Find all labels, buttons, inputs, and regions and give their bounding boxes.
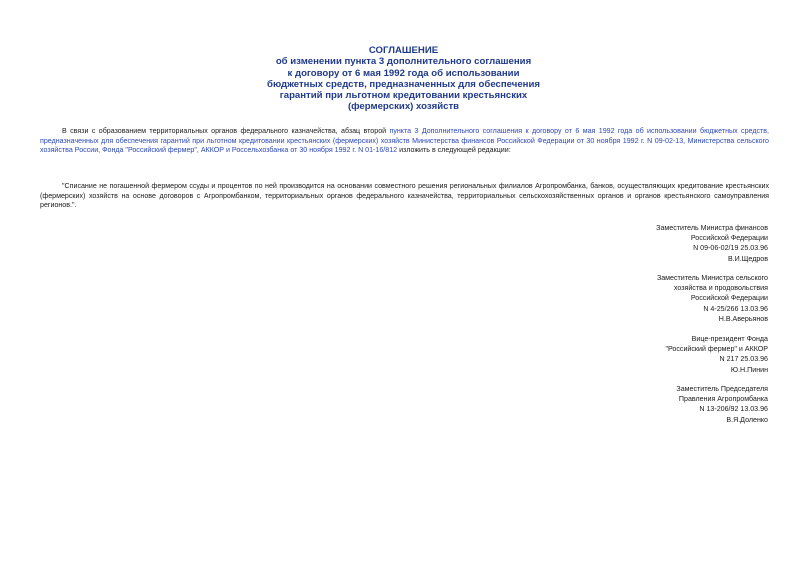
title-line-2: об изменении пункта 3 дополнительного соглашения xyxy=(275,56,532,68)
title-line-5: гарантий при льготном кредитовании крестьянских xyxy=(279,90,528,102)
signature-block-minselkhoz xyxy=(657,273,768,324)
signature-block-fond xyxy=(665,334,768,375)
signature-line: N 4-25/266 13.03.96 xyxy=(703,304,768,313)
paragraph-1-lead: В связи с образованием территориальных органов федерального казначейства, абзац второй xyxy=(62,127,390,135)
signature-name: В.И.Щедров xyxy=(727,254,768,263)
signature-line: N 09-06-02/19 25.03.96 xyxy=(693,244,768,253)
signature-line: N 217 25.03.96 xyxy=(719,355,768,364)
signature-line: Заместитель Председателя xyxy=(676,385,768,393)
title-line-4: бюджетных средств, предназначенных для обеспечения xyxy=(267,78,540,90)
title-line-1: СОГЛАШЕНИЕ xyxy=(368,45,439,56)
signature-line: Российской Федерации xyxy=(690,234,768,243)
signature-block-minfin xyxy=(656,223,768,264)
signature-line: Вице-президент Фонда xyxy=(691,335,768,343)
signature-block-agroprombank xyxy=(676,384,768,425)
agreement-reference-link[interactable]: пункта 3 Дополнительного соглашения к договору от 6 мая 1992 года об использовании бюджетных средств, предназначенных для обеспечения гарантий при льготном кредитовании крестьянских (фермерских) хозяйств Министерства финансов Российской Федерации от 30 ноября 1992 г. N 09-02-13, Министерства сельского хозяйства России, Фонда "Российский фермер", АККОР и Россельхозбанка от 30 ноября 1992 г. N 01-16/812 xyxy=(40,127,769,155)
paragraph-1-tail: изложить в следующей редакции: xyxy=(397,146,511,155)
signature-line: Российской Федерации xyxy=(690,294,768,303)
signature-line: хозяйства и продовольствия xyxy=(673,284,768,293)
body-paragraph-2: "Списание не погашенной фермером ссуды и процентов по ней производится на основании совместного решения региональных филиалов Агропромбанка, банков, осуществляющих кредитование крестьянских (фермерских) хозяйств на основе договоров с Агропромбанком, территориальных органов федерального казначейства, территориальных сельскохозяйственных органов и органов крестьянского самоуправления регионов.". xyxy=(40,182,769,210)
signature-name: В.Я.Доленко xyxy=(726,415,768,424)
document-title xyxy=(0,45,807,113)
signature-line: Заместитель Министра сельского xyxy=(656,274,768,282)
signature-line: Правления Агропромбанка xyxy=(678,395,768,404)
signature-name: Н.В.Аверьянов xyxy=(718,314,768,323)
body-paragraph-1 xyxy=(40,127,769,156)
title-line-6: (фермерских) хозяйств xyxy=(347,101,460,113)
signature-line: Заместитель Министра финансов xyxy=(656,224,768,232)
title-line-3: к договору от 6 мая 1992 года об использовании xyxy=(287,67,520,79)
signature-line: N 13-206/92 13.03.96 xyxy=(699,405,768,414)
signature-name: Ю.Н.Пинин xyxy=(730,365,768,374)
signature-line: "Российский фермер" и АККОР xyxy=(665,345,768,354)
